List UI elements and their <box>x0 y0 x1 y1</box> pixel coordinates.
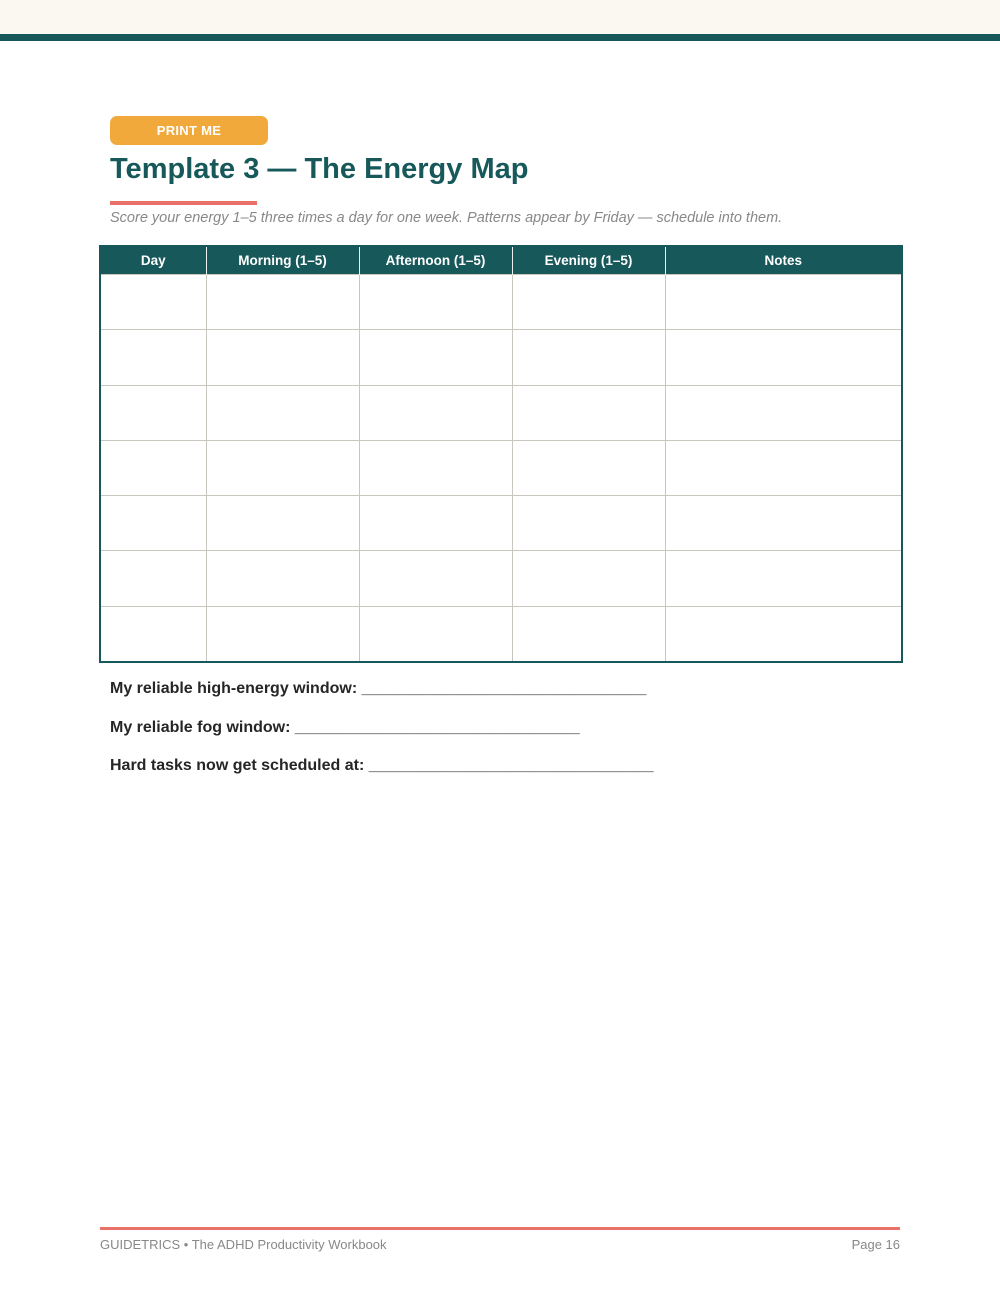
table-row <box>100 551 902 606</box>
table-cell <box>100 440 206 495</box>
table-cell <box>665 440 902 495</box>
table-cell <box>359 440 512 495</box>
table-cell <box>359 606 512 662</box>
print-me-badge: PRINT ME <box>110 116 268 145</box>
table-cell <box>359 385 512 440</box>
table-cell <box>512 330 665 385</box>
table-cell <box>512 606 665 662</box>
table-cell <box>512 551 665 606</box>
prompt-fog-window: My reliable fog window: ________________________________ <box>110 718 580 736</box>
prompt-high-energy-window: My reliable high-energy window: ________________________________ <box>110 680 647 697</box>
table-cell <box>100 496 206 551</box>
reflection-prompts <box>110 679 653 795</box>
table-cell <box>512 385 665 440</box>
table-cell <box>206 440 359 495</box>
table-cell <box>512 496 665 551</box>
column-header-day: Day <box>100 246 206 275</box>
table-cell <box>665 551 902 606</box>
table-header-row <box>100 246 902 275</box>
table-cell <box>359 551 512 606</box>
table-cell <box>359 330 512 385</box>
table-cell <box>100 330 206 385</box>
footer-publication: GUIDETRICS • The ADHD Productivity Workbook <box>100 1237 387 1252</box>
table-cell <box>100 606 206 662</box>
table-cell <box>665 385 902 440</box>
table-cell <box>665 606 902 662</box>
table-row <box>100 330 902 385</box>
page-number: Page 16 <box>851 1237 900 1252</box>
table-cell <box>206 551 359 606</box>
prompt-hard-tasks-schedule: Hard tasks now get scheduled at: ________________________________ <box>110 757 654 774</box>
table-cell <box>206 606 359 662</box>
column-header-morning: Morning (1–5) <box>206 246 359 275</box>
table-cell <box>206 275 359 330</box>
footer-rule <box>100 1227 900 1230</box>
page-subtitle: Score your energy 1–5 three times a day for one week. Patterns appear by Friday — schedule into them. <box>110 210 783 226</box>
table-cell <box>512 275 665 330</box>
table-row <box>100 440 902 495</box>
table-cell <box>206 496 359 551</box>
table-cell <box>665 496 902 551</box>
table-cell <box>100 275 206 330</box>
table-cell <box>359 496 512 551</box>
top-rule <box>0 34 1000 41</box>
column-header-notes: Notes <box>665 246 902 275</box>
column-header-evening: Evening (1–5) <box>512 246 665 275</box>
table-cell <box>100 551 206 606</box>
table-row <box>100 385 902 440</box>
table-cell <box>206 385 359 440</box>
table-cell <box>665 275 902 330</box>
table-row <box>100 606 902 662</box>
table-cell <box>512 440 665 495</box>
energy-map-table <box>99 245 903 663</box>
table-cell <box>206 330 359 385</box>
column-header-afternoon: Afternoon (1–5) <box>359 246 512 275</box>
table-row <box>100 275 902 330</box>
table-cell <box>100 385 206 440</box>
page-title: Template 3 — The Energy Map <box>110 153 529 185</box>
table-row <box>100 496 902 551</box>
top-band <box>0 0 1000 34</box>
title-underline <box>110 201 257 205</box>
table-cell <box>359 275 512 330</box>
table-cell <box>665 330 902 385</box>
